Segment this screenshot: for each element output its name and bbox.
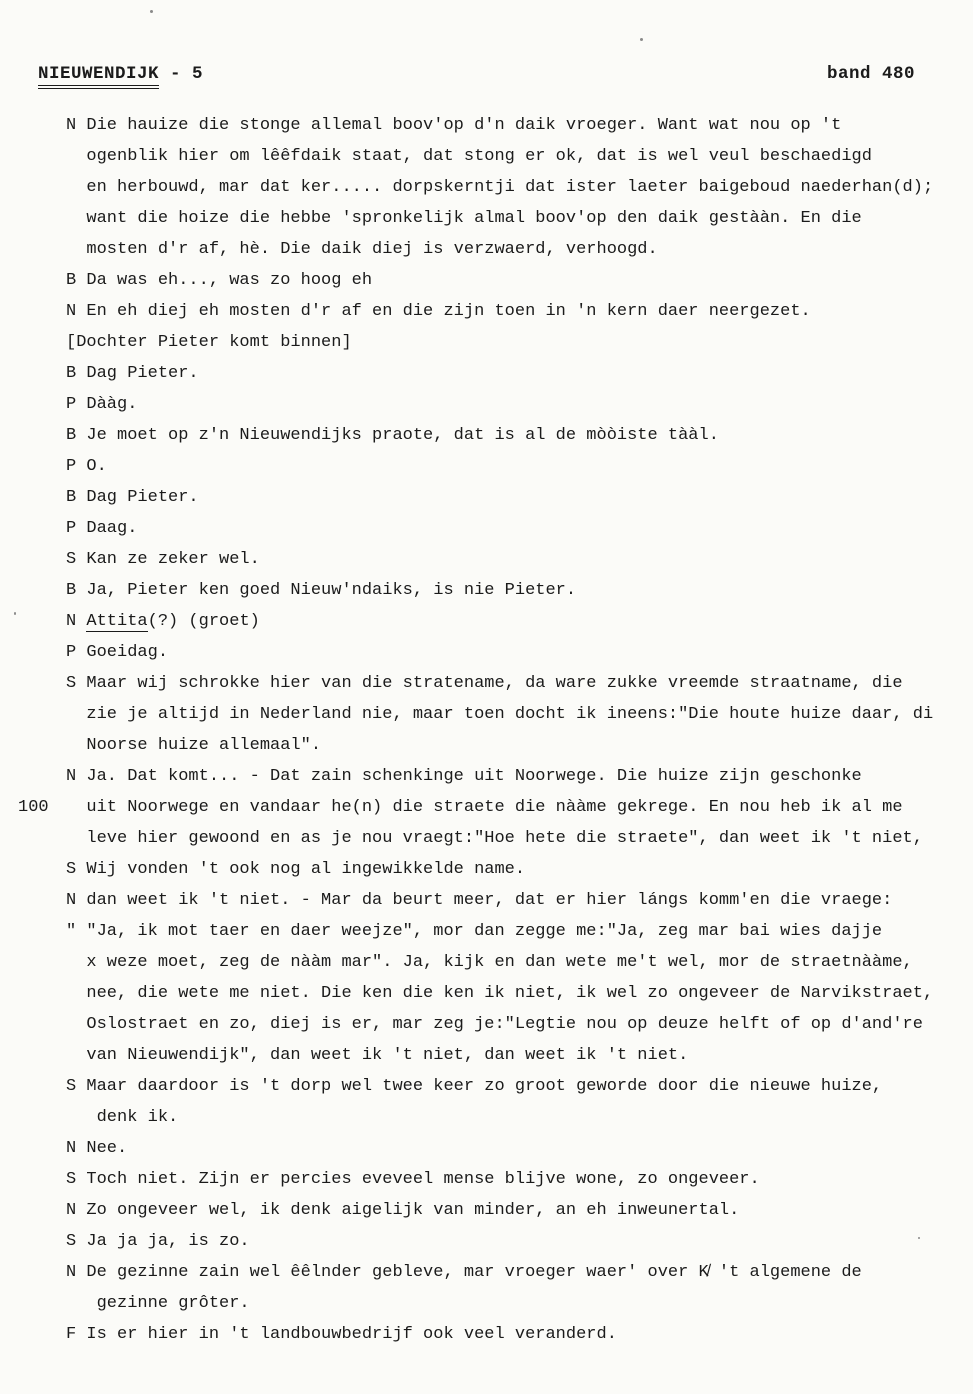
line-number [0, 110, 66, 141]
transcript-line [0, 544, 973, 575]
transcript-line [0, 358, 973, 389]
transcript-line [0, 978, 973, 1009]
line-body: N Nee. [66, 1139, 128, 1158]
transcript-line [0, 699, 973, 730]
transcript-line [0, 1288, 973, 1319]
line-body: x weze moet, zeg de nààm mar". Ja, kijk en dan wete me't wel, mor de straetnààme, [66, 953, 913, 972]
line-number [0, 1195, 66, 1226]
transcript-line [0, 668, 973, 699]
line-body: P Goeidag. [66, 643, 169, 662]
line-body: S Toch niet. Zijn er percies eveveel mense blijve wone, zo ongeveer. [66, 1170, 760, 1189]
line-body: Noorse huize allemaal". [66, 736, 322, 755]
transcript-line [0, 637, 973, 668]
transcript-line [0, 203, 973, 234]
line-number [0, 172, 66, 203]
transcript-line [0, 1257, 973, 1288]
line-number [0, 544, 66, 575]
line-number [0, 1226, 66, 1257]
line-number [0, 296, 66, 327]
line-number [0, 916, 66, 947]
line-body: S Wij vonden 't ook nog al ingewikkelde name. [66, 860, 526, 879]
line-body: P Daag. [66, 519, 138, 538]
line-number [0, 1040, 66, 1071]
line-number [0, 637, 66, 668]
transcript-line [0, 420, 973, 451]
line-number [0, 389, 66, 420]
scan-speck [918, 1237, 920, 1239]
line-number [0, 1102, 66, 1133]
line-body: F Is er hier in 't landbouwbedrijf ook veel veranderd. [66, 1325, 617, 1344]
line-number [0, 606, 66, 637]
line-number [0, 885, 66, 916]
line-body: B Ja, Pieter ken goed Nieuw'ndaiks, is nie Pieter. [66, 581, 577, 600]
transcript-line [0, 1071, 973, 1102]
line-number [0, 234, 66, 265]
line-number [0, 854, 66, 885]
line-number [0, 823, 66, 854]
line-body: S Kan ze zeker wel. [66, 550, 260, 569]
page-title-location: NIEUWENDIJK [38, 64, 159, 89]
transcript-line [0, 172, 973, 203]
line-body: gezinne grôter. [66, 1294, 250, 1313]
transcript-line [0, 1133, 973, 1164]
transcript-line [0, 296, 973, 327]
line-number: 100 [18, 798, 49, 817]
line-body: B Dag Pieter. [66, 488, 199, 507]
scan-speck [150, 10, 153, 13]
line-body: [Dochter Pieter komt binnen] [66, 333, 352, 352]
page-header [0, 0, 973, 84]
line-body: ogenblik hier om lêêfdaik staat, dat stong er ok, dat is wel veul beschaedigd [66, 147, 872, 166]
transcript-line [0, 730, 973, 761]
transcript-line [0, 916, 973, 947]
line-number [0, 141, 66, 172]
transcript-line [0, 1226, 973, 1257]
line-body: van Nieuwendijk", dan weet ik 't niet, dan weet ik 't niet. [66, 1046, 689, 1065]
line-number [0, 1133, 66, 1164]
line-body: B Je moet op z'n Nieuwendijks praote, dat is al de mòòiste tààl. [66, 426, 719, 445]
transcript-line [0, 606, 973, 637]
transcript-line [0, 854, 973, 885]
transcript-line [0, 1009, 973, 1040]
line-number [0, 1071, 66, 1102]
line-number [0, 1319, 66, 1350]
line-number [0, 327, 66, 358]
transcript-line [0, 389, 973, 420]
line-body: N dan weet ik 't niet. - Mar da beurt meer, dat er hier lángs komm'en die vraege: [66, 891, 893, 910]
line-number [0, 513, 66, 544]
line-body: nee, die wete me niet. Die ken die ken ik niet, ik wel zo ongeveer de Narvikstraet, [66, 984, 934, 1003]
line-body: B Da was eh..., was zo hoog eh [66, 271, 373, 290]
line-body: S Maar wij schrokke hier van die stratename, da ware zukke vreemde straatname, die [66, 674, 903, 693]
line-number [0, 203, 66, 234]
line-body: P O. [66, 457, 107, 476]
line-number [0, 420, 66, 451]
transcript-line [0, 327, 973, 358]
transcript-line [0, 1195, 973, 1226]
line-number [0, 1164, 66, 1195]
line-body: N Zo ongeveer wel, ik denk aigelijk van minder, an eh inweunertal. [66, 1201, 740, 1220]
line-number [0, 358, 66, 389]
transcript-body [0, 110, 973, 1350]
transcript-line [0, 1319, 973, 1350]
line-body: S Maar daardoor is 't dorp wel twee keer zo groot geworde door die nieuwe huize, [66, 1077, 883, 1096]
line-body: en herbouwd, mar dat ker..... dorpskerntji dat ister laeter baigeboud naederhan(d); [66, 178, 934, 197]
line-body: Oslostraet en zo, diej is er, mar zeg je:"Legtie nou op deuze helft of op d'and're [66, 1015, 923, 1034]
line-body: N Attita(?) (groet) [66, 612, 260, 631]
line-body: uit Noorwege en vandaar he(n) die straete die nààme gekrege. En nou heb ik al me [66, 798, 903, 817]
line-body: P Dààg. [66, 395, 138, 414]
line-body: want die hoize die hebbe 'spronkelijk almal boov'op den daik gestààn. En die [66, 209, 862, 228]
transcript-line [0, 451, 973, 482]
line-body: B Dag Pieter. [66, 364, 199, 383]
line-number [0, 1257, 66, 1288]
line-number [0, 668, 66, 699]
line-number [0, 978, 66, 1009]
line-number [0, 265, 66, 296]
transcript-line [0, 1102, 973, 1133]
transcript-line [0, 1040, 973, 1071]
line-body: denk ik. [66, 1108, 179, 1127]
transcript-line [0, 482, 973, 513]
page-title-number: - 5 [159, 64, 204, 84]
band-label: band 480 [826, 64, 915, 84]
line-number [0, 1009, 66, 1040]
line-body: mosten d'r af, hè. Die daik diej is verzwaerd, verhoogd. [66, 240, 658, 259]
line-number [0, 451, 66, 482]
line-body: N Ja. Dat komt... - Dat zain schenkinge uit Noorwege. Die huize zijn geschonke [66, 767, 862, 786]
line-number [0, 575, 66, 606]
transcript-line [0, 234, 973, 265]
transcript-line [0, 265, 973, 296]
line-number [0, 699, 66, 730]
transcript-line [0, 1164, 973, 1195]
line-body: zie je altijd in Nederland nie, maar toen docht ik ineens:"Die houte huize daar, di [66, 705, 934, 724]
line-body: N De gezinne zain wel êêlnder gebleve, mar vroeger waer' over K̸ 't algemene de [66, 1263, 862, 1282]
scan-speck [14, 612, 16, 615]
line-number [0, 761, 66, 792]
transcript-line [0, 575, 973, 606]
transcript-line [0, 761, 973, 792]
transcript-line [0, 110, 973, 141]
line-body: N Die hauize die stonge allemal boov'op d'n daik vroeger. Want wat nou op 't [66, 116, 842, 135]
transcript-line [0, 141, 973, 172]
transcript-line [0, 947, 973, 978]
transcript-line [0, 885, 973, 916]
line-number [0, 730, 66, 761]
scan-speck [640, 38, 643, 41]
line-number [0, 1288, 66, 1319]
transcript-line [0, 823, 973, 854]
line-body: leve hier gewoond en as je nou vraegt:"Hoe hete die straete", dan weet ik 't niet, [66, 829, 923, 848]
transcript-line [0, 792, 973, 823]
line-number [0, 482, 66, 513]
page-title [38, 64, 203, 84]
transcript-line [0, 513, 973, 544]
line-body: S Ja ja ja, is zo. [66, 1232, 250, 1251]
line-number [0, 947, 66, 978]
line-body: N En eh diej eh mosten d'r af en die zijn toen in 'n kern daer neergezet. [66, 302, 811, 321]
line-body: " "Ja, ik mot taer en daer weejze", mor dan zegge me:"Ja, zeg mar bai wies dajje [66, 922, 883, 941]
